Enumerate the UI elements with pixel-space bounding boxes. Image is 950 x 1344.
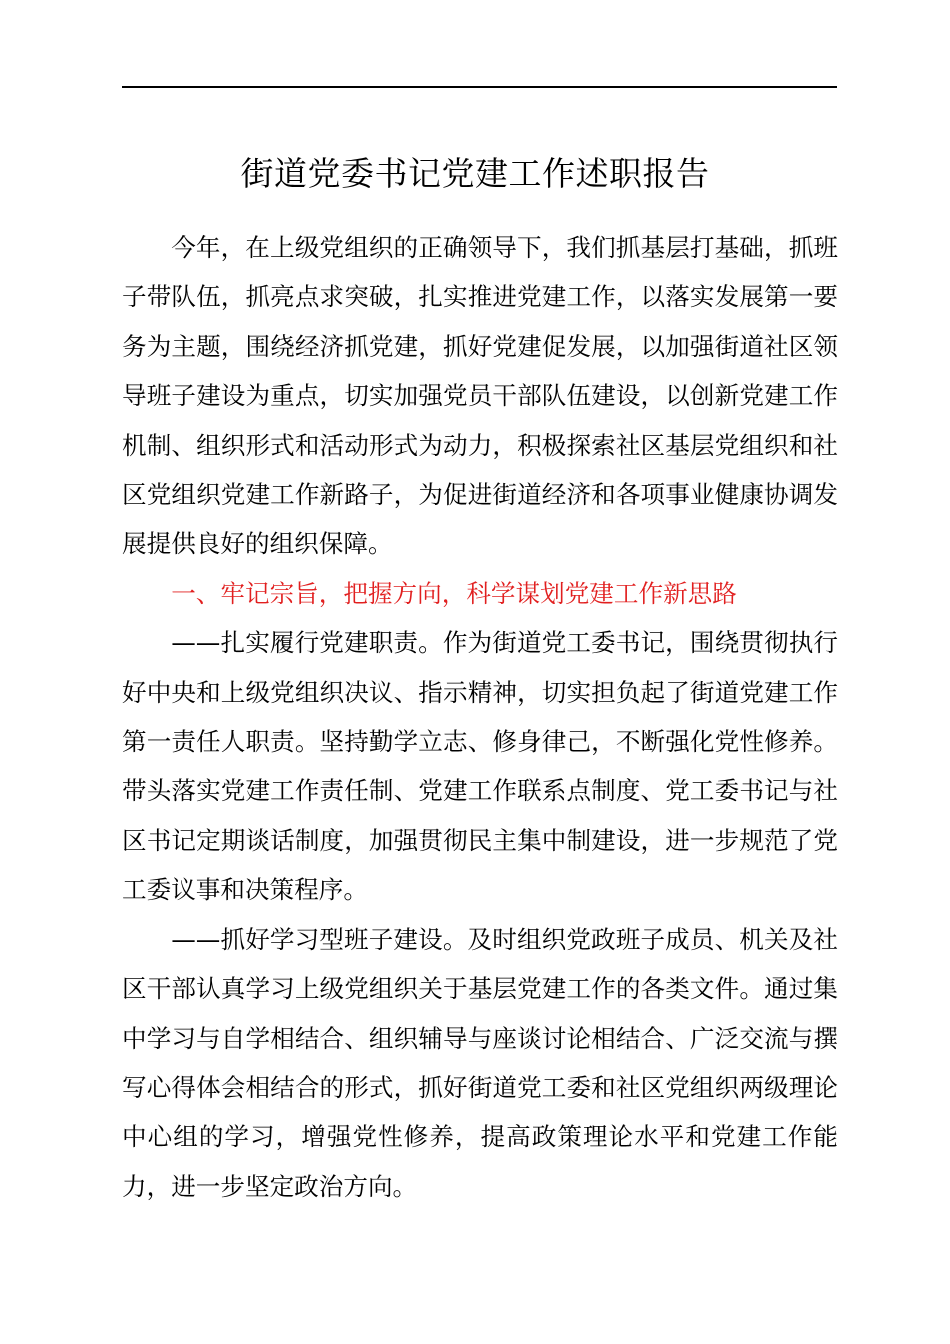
document-body (122, 223, 838, 1211)
document-title: 街道党委书记党建工作述职报告 (240, 154, 710, 193)
header-rule (122, 86, 837, 88)
intro-paragraph: 今年，在上级党组织的正确领导下，我们抓基层打基础，抓班子带队伍，抓亮点求突破，扎实推进党建工作，以落实发展第一要务为主题，围绕经济抓党建，抓好党建促发展，以加强街道社区领导班子建设为重点，切实加强党员干部队伍建设，以创新党建工作机制、组织形式和活动形式为动力，积极探索社区基层党组织和社区党组织党建工作新路子，为促进街道经济和各项事业健康协调发展提供良好的组织保障。 (122, 233, 838, 559)
section-heading: 一、牢记宗旨，把握方向，科学谋划党建工作新思路 (171, 578, 737, 608)
study-paragraph: ——抓好学习型班子建设。及时组织党政班子成员、机关及社区干部认真学习上级党组织关于基层党建工作的各类文件。通过集中学习与自学相结合、组织辅导与座谈讨论相结合、广泛交流与撰写心得体会相结合的形式，抓好街道党工委和社区党组织两级理论中心组的学习，增强党性修养，提高政策理论水平和党建工作能力，进一步坚定政治方向。 (122, 924, 838, 1201)
duty-paragraph: ——扎实履行党建职责。作为街道党工委书记，围绕贯彻执行好中央和上级党组织决议、指示精神，切实担负起了街道党建工作第一责任人职责。坚持勤学立志、修身律己，不断强化党性修养。带头落实党建工作责任制、党建工作联系点制度、党工委书记与社区书记定期谈话制度，加强贯彻民主集中制建设，进一步规范了党工委议事和决策程序。 (122, 628, 838, 905)
